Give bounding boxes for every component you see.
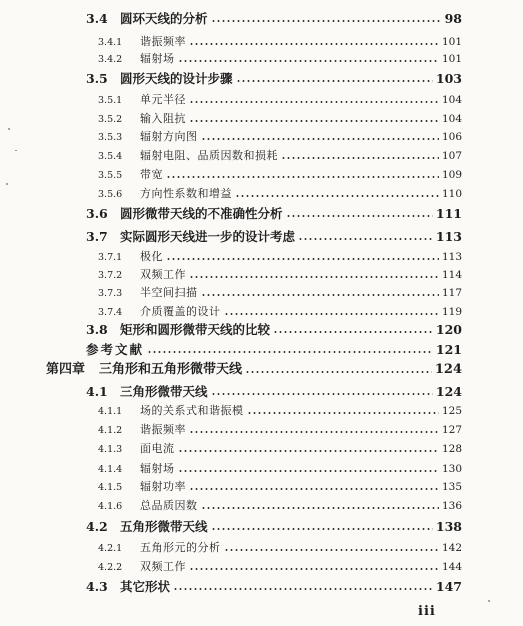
toc-title: 五角形元的分析	[140, 541, 221, 554]
toc-title: 方向性系数和增益	[140, 187, 232, 200]
toc-page-number: 104	[441, 94, 462, 106]
scan-speck	[8, 128, 10, 130]
toc-title: 双频工作	[140, 268, 186, 281]
toc-page-number: 117	[441, 287, 462, 299]
toc-number: 3.6	[86, 206, 108, 221]
toc-page-number: 127	[441, 424, 462, 436]
toc-page-number: 110	[441, 188, 462, 200]
toc-number: 3.5.1	[98, 95, 123, 106]
toc-page-number: 107	[441, 150, 462, 162]
dot-leader	[189, 43, 439, 45]
toc-entry	[86, 205, 462, 223]
toc-entry	[98, 248, 462, 266]
toc-title: 极化	[140, 250, 163, 263]
toc-page-number: 147	[435, 579, 462, 594]
toc-page-number: 120	[435, 322, 462, 337]
toc-entry	[86, 70, 462, 88]
toc-entry	[86, 383, 462, 401]
dot-leader	[189, 101, 439, 103]
toc-entry	[98, 558, 462, 576]
toc-page-number: 101	[441, 36, 462, 48]
toc-number: 4.2.2	[98, 562, 123, 573]
toc-number: 4.1.6	[98, 501, 123, 512]
toc-number: 4.2	[86, 519, 108, 534]
toc-number: 3.4.2	[98, 54, 123, 65]
dot-leader	[211, 20, 442, 22]
toc-title: 总品质因数	[140, 499, 198, 512]
toc-page-number: 111	[435, 206, 462, 221]
dot-leader	[273, 331, 433, 333]
toc-number: 3.7.2	[98, 270, 123, 281]
toc-entry	[98, 50, 462, 68]
toc-number: 3.5.2	[98, 114, 123, 125]
toc-number: 4.1.5	[98, 482, 123, 493]
toc-entry	[98, 284, 462, 302]
dot-leader	[224, 549, 439, 551]
toc-entry	[98, 497, 462, 515]
toc-title: 半空间扫描	[140, 286, 198, 299]
toc-entry	[98, 402, 462, 420]
toc-number: 3.5.5	[98, 170, 123, 181]
toc-title: 谐振频率	[140, 35, 186, 48]
dot-leader	[247, 412, 439, 414]
toc-number: 3.4	[86, 11, 108, 26]
dot-leader	[235, 195, 439, 197]
toc-title: 辐射场	[140, 462, 175, 475]
toc-title: 辐射功率	[140, 480, 186, 493]
toc-entry	[86, 10, 462, 28]
toc-page-number: 138	[435, 519, 462, 534]
toc-title: 辐射场	[140, 52, 175, 65]
toc-title: 参考文献	[86, 342, 145, 357]
toc-number: 4.1	[86, 384, 108, 399]
toc-title: 输入阻抗	[140, 112, 186, 125]
toc-entry	[86, 341, 462, 359]
toc-number: 3.5.6	[98, 189, 123, 200]
dot-leader	[178, 60, 439, 62]
toc-number: 3.5.4	[98, 151, 123, 162]
dot-leader	[211, 393, 433, 395]
dot-leader	[178, 470, 439, 472]
toc-number: 3.7.4	[98, 307, 123, 318]
dot-leader	[201, 507, 439, 509]
dot-leader	[211, 528, 433, 530]
dot-leader	[189, 431, 439, 433]
toc-title: 辐射方向图	[140, 130, 198, 143]
toc-page-number: 106	[441, 131, 462, 143]
dot-leader	[166, 176, 439, 178]
toc-entry	[86, 578, 462, 596]
toc-entry	[98, 421, 462, 439]
toc-title: 圆环天线的分析	[120, 11, 208, 26]
toc-title: 谐振频率	[140, 423, 186, 436]
toc-number: 4.1.4	[98, 464, 123, 475]
toc-entry	[46, 361, 462, 379]
dot-leader	[178, 450, 439, 452]
toc-title: 双频工作	[140, 560, 186, 573]
toc-title: 辐射电阻、品质因数和损耗	[140, 149, 278, 162]
toc-entry	[86, 518, 462, 536]
dot-leader	[245, 371, 432, 373]
toc-title: 实际圆形天线进一步的设计考虑	[120, 229, 296, 244]
toc-entry	[86, 228, 462, 246]
toc-number: 3.7.1	[98, 252, 123, 263]
dot-leader	[173, 588, 433, 590]
toc-page-number: 124	[434, 362, 462, 377]
toc-page-number: 142	[441, 542, 462, 554]
dot-leader	[166, 258, 439, 260]
toc-number: 4.2.1	[98, 543, 123, 554]
toc-title: 五角形微带天线	[120, 519, 208, 534]
toc-page-number: 109	[441, 169, 462, 181]
toc-number: 3.7	[86, 229, 108, 244]
toc-number: 3.4.1	[98, 37, 123, 48]
toc-page-number: 125	[441, 405, 462, 417]
toc-page-number: 113	[441, 251, 462, 263]
toc-title: 圆形天线的设计步骤	[120, 71, 233, 86]
toc-page-number: 128	[441, 443, 462, 455]
toc-entry	[98, 91, 462, 109]
toc-page-number: 113	[435, 229, 462, 244]
toc-number: 4.3	[86, 579, 108, 594]
toc-page-number: 130	[441, 463, 462, 475]
toc-title: 介质覆盖的设计	[140, 305, 221, 318]
toc-page-number: 119	[441, 306, 462, 318]
dot-leader	[189, 488, 439, 490]
toc-number: 第四章	[46, 362, 86, 377]
toc-title: 单元半径	[140, 93, 186, 106]
dot-leader	[298, 238, 433, 240]
toc-number: 3.7.3	[98, 288, 123, 299]
scan-speck	[488, 600, 490, 602]
toc-entry	[98, 185, 462, 203]
scan-speck	[6, 183, 8, 185]
toc-title: 矩形和圆形微带天线的比较	[120, 322, 271, 337]
toc-number: 3.5.3	[98, 132, 123, 143]
dot-leader	[281, 157, 439, 159]
toc-title: 面电流	[140, 442, 175, 455]
toc-number: 4.1.3	[98, 444, 123, 455]
toc-page-number: 121	[435, 342, 462, 357]
page-number: iii	[418, 604, 436, 619]
dot-leader	[201, 294, 439, 296]
toc-entry	[98, 266, 462, 284]
toc-number: 4.1.1	[98, 406, 123, 417]
toc-page-number: 136	[441, 500, 462, 512]
toc-entry	[98, 539, 462, 557]
dot-leader	[201, 138, 439, 140]
toc-title: 三角形微带天线	[120, 384, 208, 399]
toc-page-number: 101	[441, 53, 462, 65]
toc-page-number: 98	[444, 11, 462, 26]
toc-page-number: 135	[441, 481, 462, 493]
dot-leader	[189, 568, 439, 570]
toc-number: 4.1.2	[98, 425, 123, 436]
toc-entry	[98, 33, 462, 51]
toc-title: 场的关系式和谐振模	[140, 404, 244, 417]
toc-title: 三角形和五角形微带天线	[99, 362, 243, 377]
toc-entry	[98, 110, 462, 128]
toc-entry	[98, 303, 462, 321]
toc-entry	[98, 166, 462, 184]
toc-page-number: 103	[435, 71, 462, 86]
toc-title: 带宽	[140, 168, 163, 181]
dot-leader	[147, 351, 433, 353]
toc-entry	[86, 321, 462, 339]
dot-leader	[189, 276, 439, 278]
toc-title: 其它形状	[120, 579, 171, 594]
toc-page-number: 104	[441, 113, 462, 125]
dot-leader	[224, 313, 439, 315]
toc-entry	[98, 128, 462, 146]
toc-page-number: 144	[441, 561, 462, 573]
toc-entry	[98, 460, 462, 478]
toc-page-number: 124	[435, 384, 462, 399]
toc-entry	[98, 478, 462, 496]
toc-page-number: 114	[441, 269, 462, 281]
toc-entry	[98, 147, 462, 165]
dot-leader	[189, 120, 439, 122]
toc-number: 3.5	[86, 71, 108, 86]
dot-leader	[286, 215, 433, 217]
scan-speck	[15, 150, 17, 151]
toc-number: 3.8	[86, 322, 108, 337]
toc-title: 圆形微带天线的不准确性分析	[120, 206, 283, 221]
toc-entry	[98, 440, 462, 458]
dot-leader	[236, 80, 433, 82]
